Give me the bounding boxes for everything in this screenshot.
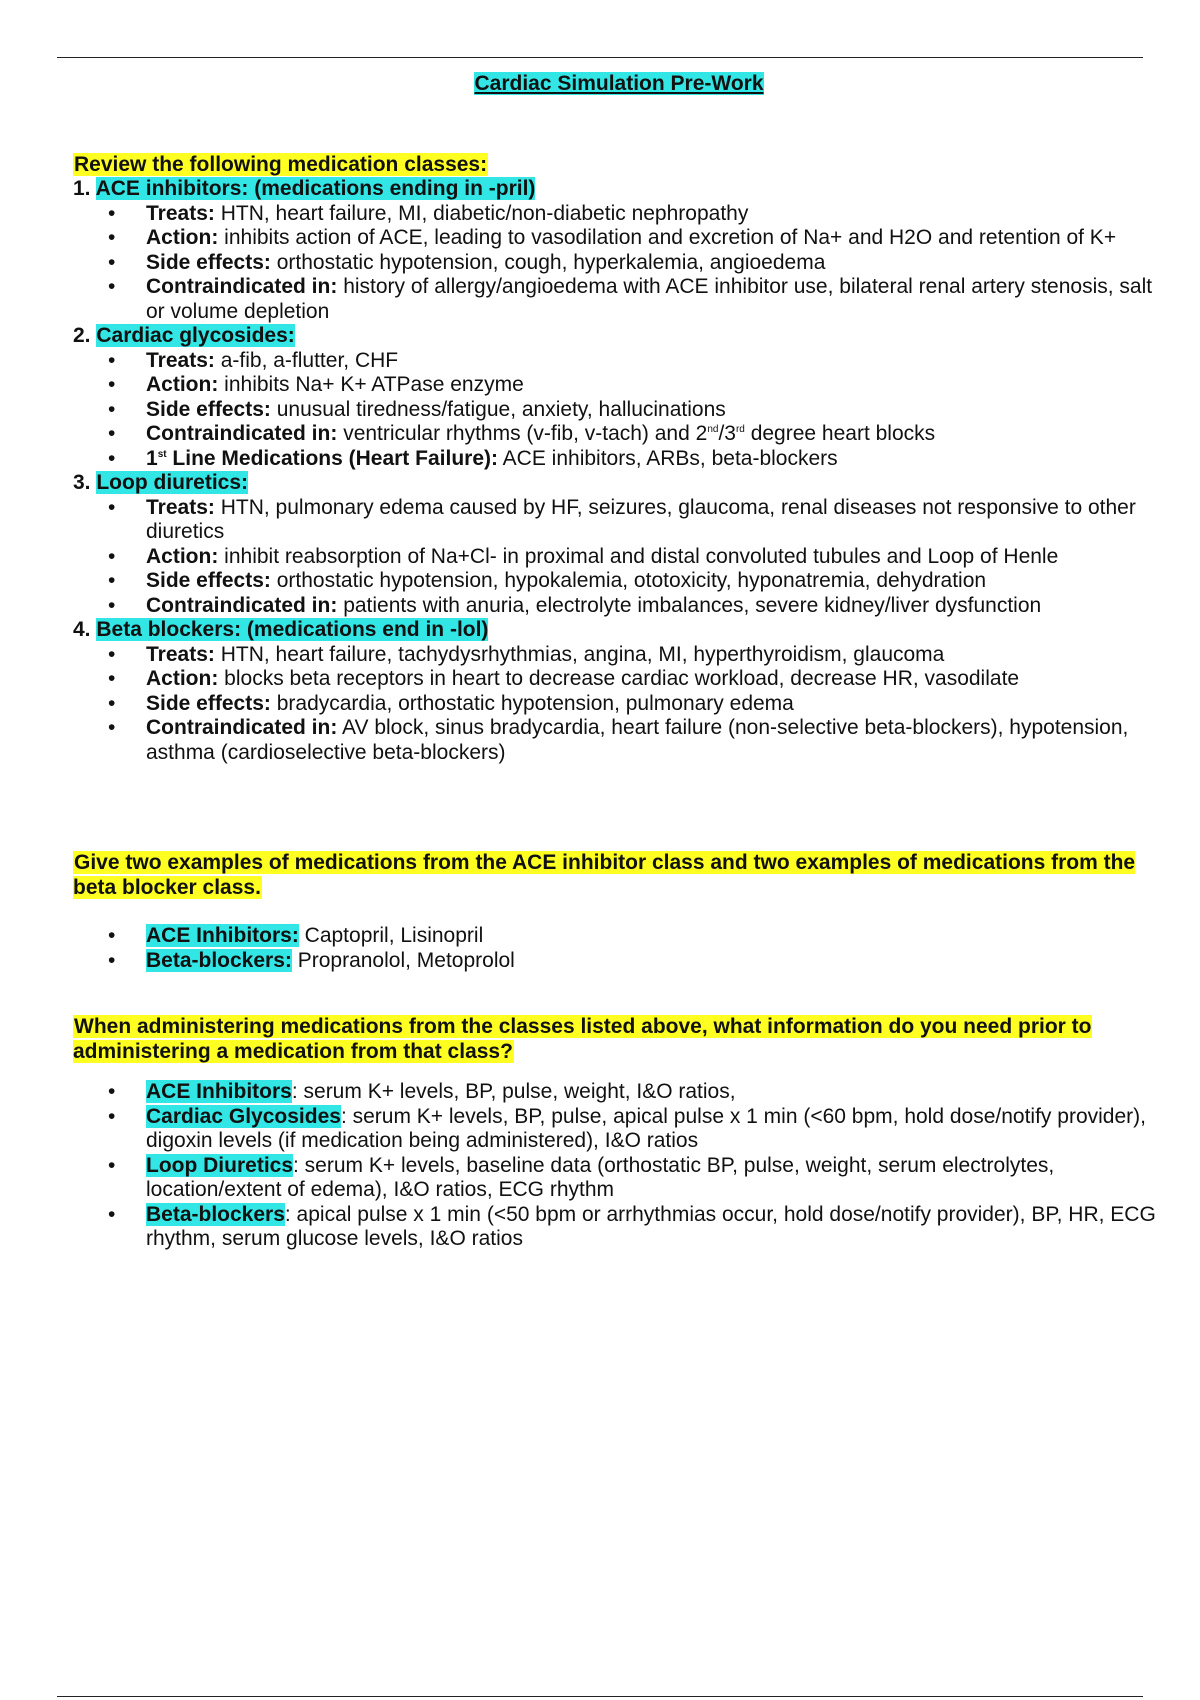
spacer	[73, 900, 1165, 924]
examples-list	[73, 924, 1165, 973]
class-list-loop	[73, 496, 1165, 619]
list-item: • Treats: HTN, heart failure, tachydysrhythmias, angina, MI, hyperthyroidism, glaucoma	[73, 643, 1165, 668]
list-item: • Treats: a-fib, a-flutter, CHF	[73, 349, 1165, 374]
class-list-glycosides	[73, 349, 1165, 472]
top-rule	[57, 57, 1143, 58]
spacer	[73, 1064, 1165, 1080]
list-item: • Contraindicated in: history of allergy/angioedema with ACE inhibitor use, bilateral renal artery stenosis, salt or volume depletion	[73, 275, 1165, 324]
list-item: • Side effects: orthostatic hypotension, cough, hyperkalemia, angioedema	[73, 251, 1165, 276]
spacer	[73, 973, 1165, 1015]
class-heading-beta: 4. Beta blockers: (medications end in -lol)	[73, 618, 489, 641]
class-heading-loop: 3. Loop diuretics:	[73, 471, 249, 494]
examples-question: Give two examples of medications from the ACE inhibitor class and two examples of medications from the beta blocker class.	[73, 851, 1136, 899]
list-item: • Side effects: bradycardia, orthostatic hypotension, pulmonary edema	[73, 692, 1165, 717]
page-title: Cardiac Simulation Pre-Work	[474, 72, 764, 95]
list-item: • Action: blocks beta receptors in heart to decrease cardiac workload, decrease HR, vasodilate	[73, 667, 1165, 692]
class-heading-ace: 1. ACE inhibitors: (medications ending in -pril)	[73, 177, 536, 200]
list-item: • Action: inhibits action of ACE, leading to vasodilation and excretion of Na+ and H2O and retention of K+	[73, 226, 1165, 251]
list-item: • Side effects: unusual tiredness/fatigue, anxiety, hallucinations	[73, 398, 1165, 423]
list-item: • ACE Inhibitors: Captopril, Lisinopril	[73, 924, 1165, 949]
list-item: • Contraindicated in: patients with anuria, electrolyte imbalances, severe kidney/liver dysfunction	[73, 594, 1165, 619]
bottom-rule	[57, 1696, 1143, 1697]
class-list-beta	[73, 643, 1165, 766]
document-body	[73, 72, 1165, 1252]
list-item: • Side effects: orthostatic hypotension, hypokalemia, ototoxicity, hyponatremia, dehydration	[73, 569, 1165, 594]
admin-list	[73, 1080, 1165, 1252]
list-item: • Contraindicated in: AV block, sinus bradycardia, heart failure (non-selective beta-blockers), hypotension, asthma (cardioselective beta-blockers)	[73, 716, 1165, 765]
admin-question: When administering medications from the classes listed above, what information do you need prior to administering a medication from that class?	[73, 1015, 1092, 1063]
list-item: • Cardiac Glycosides: serum K+ levels, BP, pulse, apical pulse x 1 min (<60 bpm, hold dose/notify provider), digoxin levels (if medication being administered), I&O ratios	[73, 1105, 1165, 1154]
list-item: • Treats: HTN, heart failure, MI, diabetic/non-diabetic nephropathy	[73, 202, 1165, 227]
list-item: • 1st Line Medications (Heart Failure): ACE inhibitors, ARBs, beta-blockers	[73, 447, 1165, 472]
list-item: • Contraindicated in: ventricular rhythms (v-fib, v-tach) and 2nd/3rd degree heart blocks	[73, 422, 1165, 447]
list-item: • Beta-blockers: Propranolol, Metoprolol	[73, 949, 1165, 974]
list-item: • Loop Diuretics: serum K+ levels, baseline data (orthostatic BP, pulse, weight, serum electrolytes, location/extent of edema), I&O ratios, ECG rhythm	[73, 1154, 1165, 1203]
list-item: • Action: inhibits Na+ K+ ATPase enzyme	[73, 373, 1165, 398]
spacer	[73, 765, 1165, 851]
review-heading: Review the following medication classes:	[74, 152, 488, 176]
list-item: • ACE Inhibitors: serum K+ levels, BP, pulse, weight, I&O ratios,	[73, 1080, 1165, 1105]
list-item: • Beta-blockers: apical pulse x 1 min (<50 bpm or arrhythmias occur, hold dose/notify provider), BP, HR, ECG rhythm, serum glucose levels, I&O ratios	[73, 1203, 1165, 1252]
class-heading-glycosides: 2. Cardiac glycosides:	[73, 324, 295, 347]
list-item: • Action: inhibit reabsorption of Na+Cl- in proximal and distal convoluted tubules and Loop of Henle	[73, 545, 1165, 570]
list-item: • Treats: HTN, pulmonary edema caused by HF, seizures, glaucoma, renal diseases not responsive to other diuretics	[73, 496, 1165, 545]
class-list-ace	[73, 202, 1165, 325]
